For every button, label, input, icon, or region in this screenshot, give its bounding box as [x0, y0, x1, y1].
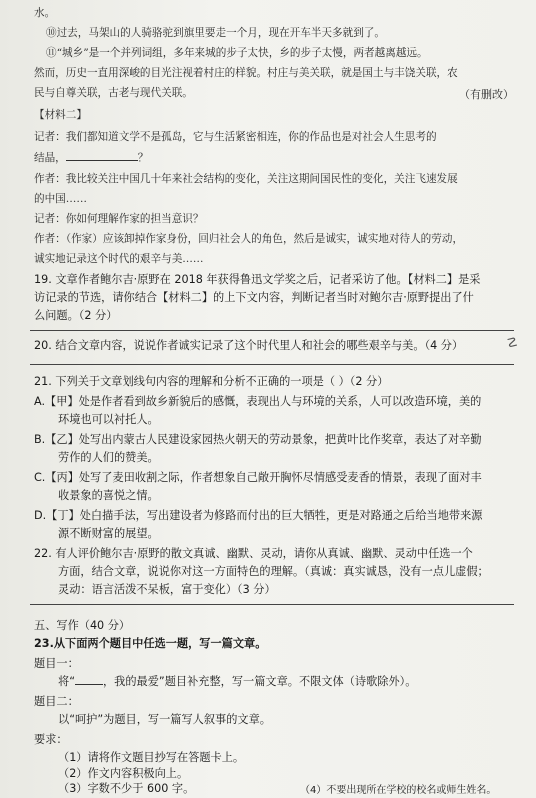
requirements-label: 要求： — [34, 733, 68, 746]
question-21: 21. 下列关于文章划线句内容的理解和分析不正确的一项是（ ）（2 分） — [34, 375, 389, 388]
option-d: 源不断财富的展望。 — [58, 527, 159, 540]
option-a: 环境也可以衬托人。 — [58, 413, 159, 426]
interview-line: 记者：你如何理解作家的担当意识？ — [34, 213, 204, 225]
interview-question-blank-line — [34, 150, 522, 166]
topic-blank[interactable] — [75, 674, 103, 685]
question-19: 访记录的节选，请你结合【材料二】的上下文内容，判断记者当时对鲍尔吉·原野提出了什 — [34, 291, 474, 304]
question-19: 么问题。（2 分） — [34, 309, 118, 322]
answer-line — [30, 330, 514, 331]
option-b: B.【乙】处写出内蒙古人民建设家园热火朝天的劳动景象，把黄叶比作奖章，表达了对辛勤 — [34, 433, 482, 446]
option-b: 劳作的人们的赞美。 — [58, 451, 159, 464]
passage-line: 水。 — [34, 7, 56, 19]
passage-line: 然而，历史一直用深峻的目光注视着村庄的样貌。村庄与美关联，就是国土与丰饶关联，农 — [34, 67, 458, 79]
passage-paragraph-11: ⑪“城乡”是一个并列词组，多年来城的步子太快，乡的步子太慢，两者越离越远。 — [46, 47, 428, 59]
interview-line: 作者：我比较关注中国几十年来社会结构的变化，关注这期间国民性的变化，关注飞速发展 — [34, 173, 458, 185]
topic-one-text — [58, 674, 522, 689]
requirement-item: （4）不要出现所在学校的校名或师生姓名。 — [300, 785, 497, 796]
topic-one-suffix: ，我的最爱”题目补充整，写一篇文章。不限文体（诗歌除外）。 — [102, 675, 417, 688]
answer-blank[interactable] — [66, 150, 138, 161]
question-19: 19. 文章作者鲍尔吉·原野在 2018 年获得鲁迅文学奖之后，记者采访了他。【材料二】是采 — [34, 273, 481, 286]
requirement-item: （1）请将作文题目抄写在答题卡上。 — [58, 751, 245, 764]
source-note: （有删改） — [459, 88, 514, 101]
topic-two-label: 题目二： — [34, 695, 79, 708]
interview-line: 的中国…… — [34, 193, 87, 205]
question-22: 灵动：语言活泼不呆板，富于变化）（3 分） — [58, 583, 276, 596]
section-writing-title: 五、写作（40 分） — [34, 619, 131, 632]
option-a: A.【甲】处是作者看到故乡新貌后的感慨，表现出人与环境的关系，人可以改造环境，美的 — [34, 395, 482, 408]
question-23: 23.从下面两个题目中任选一题，写一篇文章。 — [34, 637, 267, 650]
question-20: 20. 结合文章内容，说说作者诚实记录了这个时代里人和社会的哪些艰辛与美。（4 分） — [34, 339, 464, 352]
option-d: D.【丁】处白描手法，写出建设者为修路而付出的巨大牺牲，更是对路通之后给当地带来源 — [34, 509, 483, 522]
answer-line — [30, 364, 514, 365]
handwritten-mark: ☡ — [506, 336, 518, 351]
passage-paragraph-10: ⑩过去，马架山的人骑骆驼到旗里要走一个月，现在开车半天多就到了。 — [46, 27, 385, 39]
passage-line: 民与自尊关联，古老与现代关联。 — [34, 87, 193, 99]
topic-two-text: 以“呵护”为题目，写一篇写人叙事的文章。 — [58, 713, 271, 726]
requirement-item: （3）字数不少于 600 字。 — [58, 782, 195, 795]
interview-text: ？ — [137, 152, 149, 164]
question-22: 方面，结合文章，说说你对这一方面特色的理解。（真诚：真实诚恳，没有一点儿虚假； — [58, 565, 489, 578]
material2-heading: 【材料二】 — [34, 109, 87, 121]
answer-line — [30, 604, 514, 605]
requirement-item: （2）作文内容积极向上。 — [58, 767, 189, 780]
interview-line: 记者：我们都知道文学不是孤岛，它与生活紧密相连，你的作品也是对社会人生思考的 — [34, 131, 437, 143]
topic-one-prefix: 将“ — [58, 675, 75, 688]
option-c: 收景象的喜悦之情。 — [58, 489, 159, 502]
interview-line: 诚实地记录这个时代的艰辛与美…… — [34, 253, 204, 265]
interview-line: 作者：（作家）应该卸掉作家身份，回归社会人的角色，然后是诚实，诚实地对待人的劳动， — [34, 233, 464, 245]
option-c: C.【丙】处写了麦田收割之际，作者想象自己敞开胸怀尽情感受麦香的情景，表现了面对丰 — [34, 471, 482, 484]
question-22: 22. 有人评价鲍尔吉·原野的散文真诚、幽默、灵动，请你从真诚、幽默、灵动中任选一个 — [34, 547, 473, 560]
topic-one-label: 题目一： — [34, 657, 79, 670]
interview-text: 结晶， — [34, 152, 66, 164]
